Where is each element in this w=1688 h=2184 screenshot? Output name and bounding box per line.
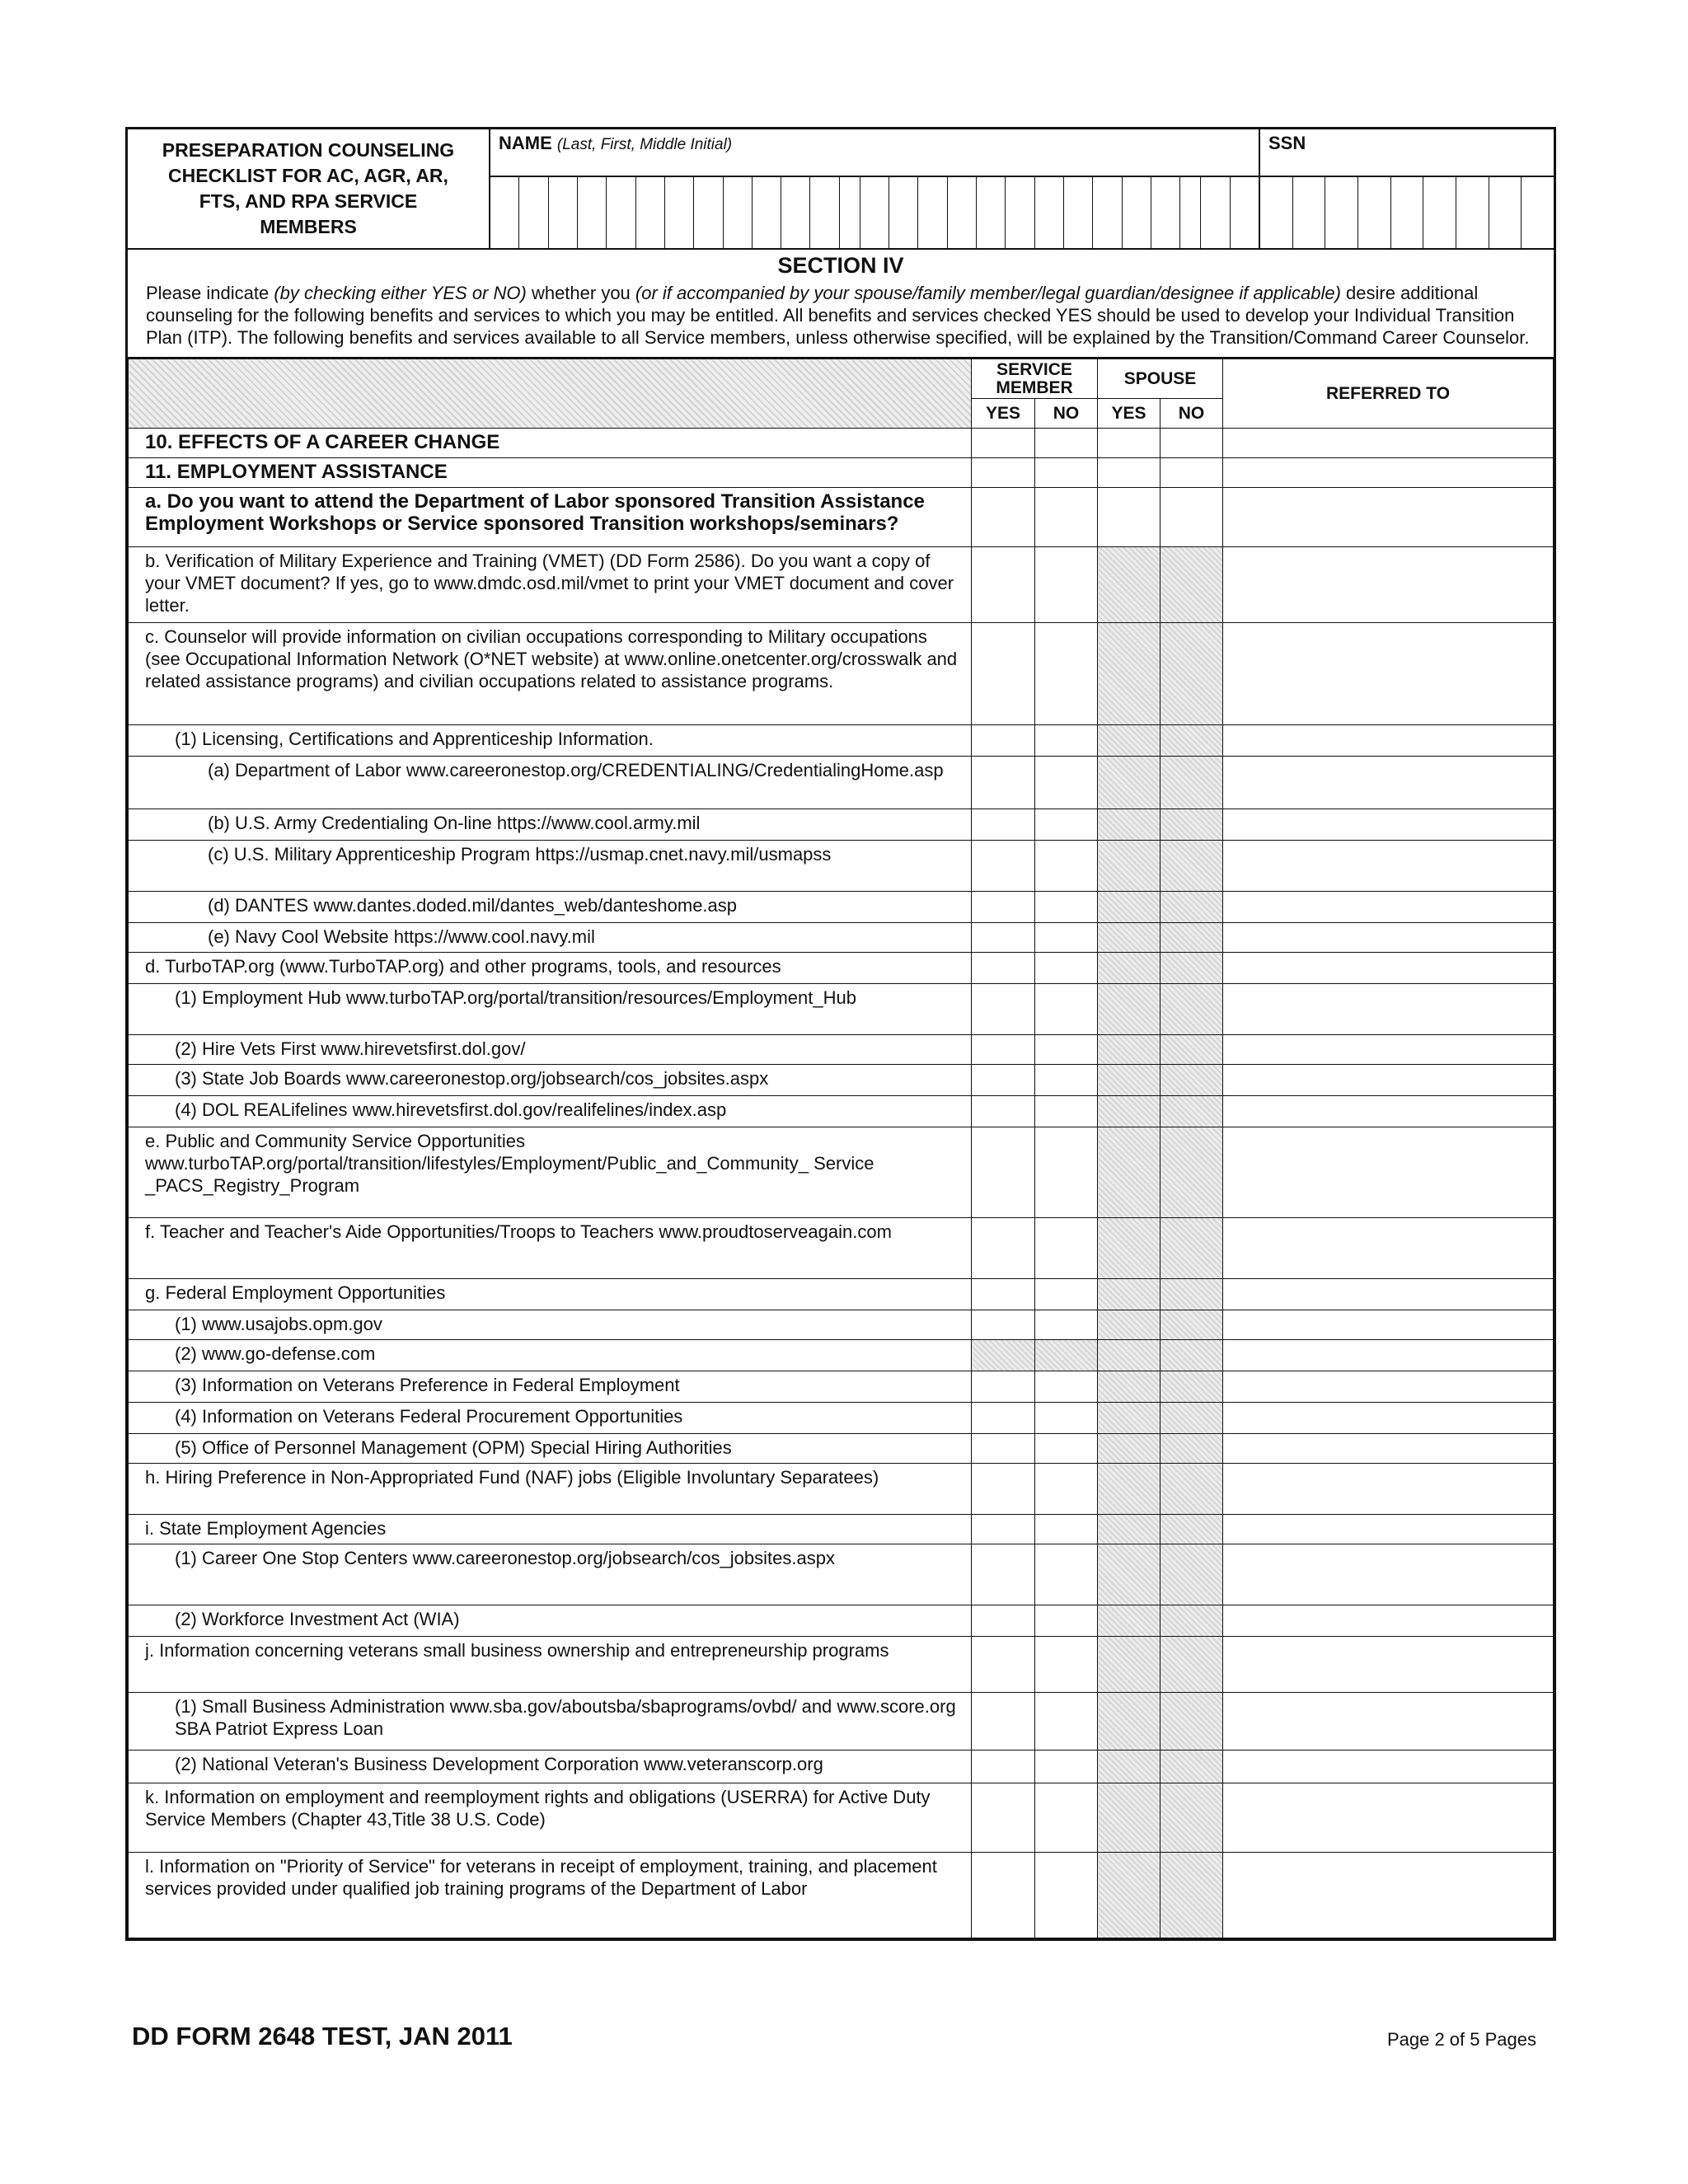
page-number: Page 2 of 5 Pages xyxy=(1386,2029,1536,2050)
service-member-no-box[interactable] xyxy=(1035,1371,1098,1403)
item-label: a. Do you want to attend the Department of Labor sponsored Transition Assistance Employment Workshops or Service sponsored Transition workshops/seminars? xyxy=(129,488,972,547)
table-row xyxy=(129,923,1554,953)
spouse-no-box xyxy=(1160,458,1223,488)
referred-to-field[interactable] xyxy=(1223,1371,1554,1403)
service-member-yes-box[interactable] xyxy=(972,892,1035,923)
item-label: g. Federal Employment Opportunities xyxy=(129,1279,972,1310)
service-member-no-box[interactable] xyxy=(1035,1464,1098,1515)
referred-to-field[interactable] xyxy=(1223,1853,1554,1938)
service-member-yes-box[interactable] xyxy=(972,953,1035,984)
service-member-yes-box[interactable] xyxy=(972,984,1035,1035)
item-label: (2) Hire Vets First www.hirevetsfirst.dol.gov/ xyxy=(129,1035,972,1065)
instructions: Please indicate (by checking either YES or NO) whether you (or if accompanied by your spouse/family member/legal guardian/designee if applicable) desire additional counseling for the following benefits and services to which you may be entitled. All benefits and services checked YES should be used to develop your Individual Transition Plan (ITP). The following benefits and services available to all Service members, unless otherwise specified, will be explained by the Transition/Command Career Counselor. xyxy=(128,279,1554,359)
spouse-yes-box xyxy=(1098,1515,1160,1544)
table-row xyxy=(129,1434,1554,1464)
service-member-no-box[interactable] xyxy=(1035,488,1098,547)
spouse-yes-box xyxy=(1098,458,1160,488)
spouse-no-box xyxy=(1160,953,1223,984)
item-label: (2) www.go-defense.com xyxy=(129,1340,972,1371)
service-member-yes-box[interactable] xyxy=(972,1403,1035,1434)
table-row xyxy=(129,1035,1554,1065)
yes-header: YES xyxy=(972,399,1035,429)
spouse-no-box xyxy=(1160,1127,1223,1218)
service-member-no-box[interactable] xyxy=(1035,1853,1098,1938)
spouse-no-box[interactable] xyxy=(1160,488,1223,547)
item-label: d. TurboTAP.org (www.TurboTAP.org) and other programs, tools, and resources xyxy=(129,953,972,984)
table-row xyxy=(129,1218,1554,1279)
item-label: (3) State Job Boards www.careeronestop.org/jobsearch/cos_jobsites.aspx xyxy=(129,1065,972,1096)
item-label: (1) Small Business Administration www.sba.gov/aboutsba/sbaprograms/ovbd/ and www.score.org SBA Patriot Express Loan xyxy=(129,1693,972,1750)
referred-to-field[interactable] xyxy=(1223,953,1554,984)
table-row xyxy=(129,1605,1554,1637)
spouse-no-box xyxy=(1160,841,1223,892)
service-member-yes-box[interactable] xyxy=(972,1853,1035,1938)
service-member-no-box[interactable] xyxy=(1035,1693,1098,1750)
table-row xyxy=(129,892,1554,923)
referred-to-field[interactable] xyxy=(1223,1693,1554,1750)
table-row xyxy=(129,1750,1554,1783)
form-title-line: CHECKLIST FOR AC, AGR, AR, xyxy=(168,165,448,186)
spouse-yes-box[interactable] xyxy=(1098,429,1160,458)
service-member-yes-box[interactable] xyxy=(972,1065,1035,1096)
item-label: (1) Employment Hub www.turboTAP.org/portal/transition/resources/Employment_Hub xyxy=(129,984,972,1035)
item-label: (d) DANTES www.dantes.doded.mil/dantes_web/danteshome.asp xyxy=(129,892,972,923)
referred-to-field[interactable] xyxy=(1223,623,1554,725)
item-label: (3) Information on Veterans Preference in Federal Employment xyxy=(129,1371,972,1403)
service-member-yes-box xyxy=(972,1340,1035,1371)
table-row xyxy=(129,757,1554,809)
spouse-yes-box[interactable] xyxy=(1098,488,1160,547)
referred-to-field[interactable] xyxy=(1223,1403,1554,1434)
item-label: (2) Workforce Investment Act (WIA) xyxy=(129,1605,972,1637)
spouse-no-box xyxy=(1160,1750,1223,1783)
referred-to-field[interactable] xyxy=(1223,1544,1554,1605)
service-member-no-box[interactable] xyxy=(1035,809,1098,841)
table-row xyxy=(129,1853,1554,1938)
item-label: (2) National Veteran's Business Development Corporation www.veteranscorp.org xyxy=(129,1750,972,1783)
spouse-yes-box xyxy=(1098,1127,1160,1218)
spouse-no-box xyxy=(1160,1340,1223,1371)
spouse-yes-box xyxy=(1098,1403,1160,1434)
referred-to-field[interactable] xyxy=(1223,1605,1554,1637)
service-member-no-box[interactable] xyxy=(1035,1403,1098,1434)
table-row xyxy=(129,488,1554,547)
item-label: (5) Office of Personnel Management (OPM) Special Hiring Authorities xyxy=(129,1434,972,1464)
spouse-yes-box xyxy=(1098,953,1160,984)
no-header: NO xyxy=(1035,399,1098,429)
spouse-yes-box xyxy=(1098,1096,1160,1127)
service-member-yes-box[interactable] xyxy=(972,547,1035,623)
spouse-yes-box xyxy=(1098,725,1160,757)
item-label: (1) www.usajobs.opm.gov xyxy=(129,1310,972,1340)
spouse-yes-box xyxy=(1098,1340,1160,1371)
table-row xyxy=(129,1693,1554,1750)
spouse-yes-box xyxy=(1098,1371,1160,1403)
service-member-no-box[interactable] xyxy=(1035,923,1098,953)
ssn-label: SSN xyxy=(1268,133,1306,153)
service-member-yes-box[interactable] xyxy=(972,1544,1035,1605)
service-member-yes-box[interactable] xyxy=(972,1279,1035,1310)
table-row xyxy=(129,1783,1554,1853)
item-label: (a) Department of Labor www.careeronestop.org/CREDENTIALING/CredentialingHome.asp xyxy=(129,757,972,809)
spouse-yes-box xyxy=(1098,1783,1160,1853)
service-member-no-box[interactable] xyxy=(1035,1750,1098,1783)
referred-to-field[interactable] xyxy=(1223,1515,1554,1544)
spouse-no-box xyxy=(1160,1310,1223,1340)
table-row xyxy=(129,1340,1554,1371)
spouse-yes-box xyxy=(1098,1750,1160,1783)
spouse-no-box xyxy=(1160,547,1223,623)
name-field[interactable] xyxy=(490,129,1260,248)
item-label: h. Hiring Preference in Non-Appropriated Fund (NAF) jobs (Eligible Involuntary Separatees) xyxy=(129,1464,972,1515)
spouse-yes-box xyxy=(1098,984,1160,1035)
item-label: i. State Employment Agencies xyxy=(129,1515,972,1544)
service-member-no-box[interactable] xyxy=(1035,1218,1098,1279)
service-member-yes-box[interactable] xyxy=(972,1096,1035,1127)
service-member-no-box[interactable] xyxy=(1035,547,1098,623)
ssn-char-boxes[interactable] xyxy=(1260,176,1554,248)
service-member-no-box[interactable] xyxy=(1035,953,1098,984)
spouse-yes-box xyxy=(1098,1065,1160,1096)
spouse-yes-box xyxy=(1098,1218,1160,1279)
form-title-line: FTS, AND RPA SERVICE xyxy=(199,190,418,212)
spouse-header: SPOUSE xyxy=(1098,359,1223,399)
referred-to-field[interactable] xyxy=(1223,1310,1554,1340)
table-row xyxy=(129,623,1554,725)
spouse-no-box xyxy=(1160,1035,1223,1065)
spouse-no-box xyxy=(1160,1544,1223,1605)
service-member-no-box[interactable] xyxy=(1035,984,1098,1035)
referred-to-field[interactable] xyxy=(1223,488,1554,547)
header-shaded-cell xyxy=(129,359,972,429)
referred-to-field[interactable] xyxy=(1223,1783,1554,1853)
spouse-yes-box xyxy=(1098,623,1160,725)
service-member-yes-box[interactable] xyxy=(972,1750,1035,1783)
table-row xyxy=(129,1310,1554,1340)
referred-to-field[interactable] xyxy=(1223,1340,1554,1371)
referred-to-field[interactable] xyxy=(1223,1065,1554,1096)
referred-to-field[interactable] xyxy=(1223,892,1554,923)
service-member-yes-box[interactable] xyxy=(972,923,1035,953)
service-member-header: SERVICE MEMBER xyxy=(972,359,1098,399)
service-member-no-box[interactable] xyxy=(1035,1310,1098,1340)
table-row xyxy=(129,1544,1554,1605)
table-row xyxy=(129,1127,1554,1218)
service-member-yes-box[interactable] xyxy=(972,809,1035,841)
service-member-no-box[interactable] xyxy=(1035,429,1098,458)
referred-to-field[interactable] xyxy=(1223,1637,1554,1693)
service-member-yes-box xyxy=(972,458,1035,488)
item-label: (c) U.S. Military Apprenticeship Program https://usmap.cnet.navy.mil/usmapss xyxy=(129,841,972,892)
spouse-yes-box xyxy=(1098,1464,1160,1515)
table-row xyxy=(129,547,1554,623)
referred-to-field[interactable] xyxy=(1223,1279,1554,1310)
yes-header: YES xyxy=(1098,399,1160,429)
service-member-yes-box[interactable] xyxy=(972,1637,1035,1693)
service-member-no-box[interactable] xyxy=(1035,1035,1098,1065)
service-member-no-box[interactable] xyxy=(1035,757,1098,809)
spouse-yes-box xyxy=(1098,1605,1160,1637)
item-label: c. Counselor will provide information on civilian occupations corresponding to Military occupations (see Occupational Information Network (O*NET website) at www.online.onetcenter.org/crosswalk and related assistance programs) and civilian occupations related to assistance programs. xyxy=(129,623,972,725)
table-row xyxy=(129,809,1554,841)
service-member-no-box[interactable] xyxy=(1035,1544,1098,1605)
spouse-no-box xyxy=(1160,1434,1223,1464)
item-label: e. Public and Community Service Opportunities www.turboTAP.org/portal/transition/lifestyles/Employment/Public_and_Community_ Service _PACS_Registry_Program xyxy=(129,1127,972,1218)
spouse-no-box xyxy=(1160,1853,1223,1938)
service-member-no-box[interactable] xyxy=(1035,892,1098,923)
service-member-yes-box[interactable] xyxy=(972,1434,1035,1464)
spouse-no-box xyxy=(1160,1783,1223,1853)
spouse-no-box xyxy=(1160,1218,1223,1279)
referred-to-field xyxy=(1223,458,1554,488)
referred-to-field[interactable] xyxy=(1223,984,1554,1035)
benefits-table xyxy=(128,359,1554,1938)
service-member-yes-box[interactable] xyxy=(972,1515,1035,1544)
service-member-no-box[interactable] xyxy=(1035,1065,1098,1096)
service-member-no-box[interactable] xyxy=(1035,1605,1098,1637)
service-member-yes-box[interactable] xyxy=(972,841,1035,892)
referred-to-field[interactable] xyxy=(1223,1096,1554,1127)
service-member-no-box[interactable] xyxy=(1035,1637,1098,1693)
form-title-line: PRESEPARATION COUNSELING xyxy=(162,139,455,161)
name-char-boxes[interactable] xyxy=(490,176,1259,248)
service-member-no-box xyxy=(1035,458,1098,488)
ssn-field[interactable] xyxy=(1260,129,1554,248)
item-label: 11. EMPLOYMENT ASSISTANCE xyxy=(129,458,972,488)
form-number: DD FORM 2648 TEST, JAN 2011 xyxy=(132,2022,513,2050)
spouse-yes-box xyxy=(1098,1853,1160,1938)
service-member-no-box[interactable] xyxy=(1035,1515,1098,1544)
item-label: l. Information on "Priority of Service" for veterans in receipt of employment, training, and placement services provided under qualified job training programs of the Department of Labor xyxy=(129,1853,972,1938)
spouse-yes-box xyxy=(1098,892,1160,923)
service-member-yes-box[interactable] xyxy=(972,725,1035,757)
referred-to-field[interactable] xyxy=(1223,809,1554,841)
spouse-yes-box xyxy=(1098,1544,1160,1605)
table-row xyxy=(129,1371,1554,1403)
item-label: k. Information on employment and reemployment rights and obligations (USERRA) for Active Duty Service Members (Chapter 43,Title 38 U.S. Code) xyxy=(129,1783,972,1853)
service-member-yes-box[interactable] xyxy=(972,488,1035,547)
spouse-no-box xyxy=(1160,1605,1223,1637)
table-row xyxy=(129,1637,1554,1693)
no-header: NO xyxy=(1160,399,1223,429)
spouse-yes-box xyxy=(1098,1693,1160,1750)
spouse-no-box xyxy=(1160,923,1223,953)
table-row xyxy=(129,725,1554,757)
table-row xyxy=(129,1515,1554,1544)
referred-to-field[interactable] xyxy=(1223,429,1554,458)
spouse-yes-box xyxy=(1098,1035,1160,1065)
spouse-yes-box xyxy=(1098,841,1160,892)
spouse-no-box xyxy=(1160,809,1223,841)
spouse-yes-box xyxy=(1098,757,1160,809)
referred-to-field[interactable] xyxy=(1223,1434,1554,1464)
table-row xyxy=(129,429,1554,458)
form-header xyxy=(128,129,1554,250)
spouse-no-box xyxy=(1160,1464,1223,1515)
service-member-yes-box[interactable] xyxy=(972,429,1035,458)
spouse-no-box xyxy=(1160,892,1223,923)
service-member-yes-box[interactable] xyxy=(972,1218,1035,1279)
service-member-no-box[interactable] xyxy=(1035,1127,1098,1218)
item-label: (b) U.S. Army Credentialing On-line https://www.cool.army.mil xyxy=(129,809,972,841)
spouse-yes-box xyxy=(1098,1310,1160,1340)
item-label: (1) Licensing, Certifications and Apprenticeship Information. xyxy=(129,725,972,757)
spouse-no-box[interactable] xyxy=(1160,429,1223,458)
service-member-no-box[interactable] xyxy=(1035,1783,1098,1853)
name-label: NAME (Last, First, Middle Initial) xyxy=(499,133,733,153)
table-row xyxy=(129,841,1554,892)
service-member-yes-box[interactable] xyxy=(972,1035,1035,1065)
form-title-line: MEMBERS xyxy=(260,216,357,237)
spouse-no-box xyxy=(1160,757,1223,809)
service-member-yes-box[interactable] xyxy=(972,757,1035,809)
item-label: 10. EFFECTS OF A CAREER CHANGE xyxy=(129,429,972,458)
spouse-yes-box xyxy=(1098,1637,1160,1693)
spouse-yes-box xyxy=(1098,1434,1160,1464)
referred-to-field[interactable] xyxy=(1223,1464,1554,1515)
service-member-yes-box[interactable] xyxy=(972,1693,1035,1750)
table-row xyxy=(129,1096,1554,1127)
referred-to-field[interactable] xyxy=(1223,757,1554,809)
referred-to-field[interactable] xyxy=(1223,1750,1554,1783)
spouse-yes-box xyxy=(1098,1279,1160,1310)
service-member-yes-box[interactable] xyxy=(972,1127,1035,1218)
service-member-no-box[interactable] xyxy=(1035,725,1098,757)
spouse-no-box xyxy=(1160,1403,1223,1434)
item-label: j. Information concerning veterans small business ownership and entrepreneurship programs xyxy=(129,1637,972,1693)
spouse-no-box xyxy=(1160,1096,1223,1127)
table-row xyxy=(129,1065,1554,1096)
spouse-no-box xyxy=(1160,1371,1223,1403)
spouse-yes-box xyxy=(1098,809,1160,841)
referred-to-field[interactable] xyxy=(1223,1218,1554,1279)
item-label: (4) DOL REALifelines www.hirevetsfirst.dol.gov/realifelines/index.asp xyxy=(129,1096,972,1127)
spouse-no-box xyxy=(1160,725,1223,757)
checklist-form xyxy=(125,127,1556,1941)
spouse-yes-box xyxy=(1098,547,1160,623)
spouse-no-box xyxy=(1160,1279,1223,1310)
table-row xyxy=(129,1403,1554,1434)
spouse-no-box xyxy=(1160,1065,1223,1096)
service-member-yes-box[interactable] xyxy=(972,623,1035,725)
table-row xyxy=(129,984,1554,1035)
service-member-yes-box[interactable] xyxy=(972,1605,1035,1637)
referred-to-field[interactable] xyxy=(1223,1127,1554,1218)
item-label: b. Verification of Military Experience and Training (VMET) (DD Form 2586). Do you want a copy of your VMET document? If yes, go to www.dmdc.osd.mil/vmet to print your VMET document and cover letter. xyxy=(129,547,972,623)
table-row xyxy=(129,458,1554,488)
table-row xyxy=(129,1279,1554,1310)
name-hint: (Last, First, Middle Initial) xyxy=(556,136,733,153)
item-label: (4) Information on Veterans Federal Procurement Opportunities xyxy=(129,1403,972,1434)
service-member-yes-box[interactable] xyxy=(972,1310,1035,1340)
table-row xyxy=(129,953,1554,984)
item-label: f. Teacher and Teacher's Aide Opportunities/Troops to Teachers www.proudtoserveagain.com xyxy=(129,1218,972,1279)
spouse-no-box xyxy=(1160,1515,1223,1544)
service-member-no-box xyxy=(1035,1340,1098,1371)
referred-to-field[interactable] xyxy=(1223,725,1554,757)
service-member-no-box[interactable] xyxy=(1035,623,1098,725)
service-member-no-box[interactable] xyxy=(1035,1279,1098,1310)
item-label: (1) Career One Stop Centers www.careeronestop.org/jobsearch/cos_jobsites.aspx xyxy=(129,1544,972,1605)
referred-to-field[interactable] xyxy=(1223,1035,1554,1065)
spouse-no-box xyxy=(1160,984,1223,1035)
referred-to-header: REFERRED TO xyxy=(1223,359,1554,429)
service-member-no-box[interactable] xyxy=(1035,841,1098,892)
service-member-no-box[interactable] xyxy=(1035,1096,1098,1127)
service-member-yes-box[interactable] xyxy=(972,1464,1035,1515)
referred-to-field[interactable] xyxy=(1223,923,1554,953)
service-member-yes-box[interactable] xyxy=(972,1371,1035,1403)
spouse-no-box xyxy=(1160,1637,1223,1693)
service-member-no-box[interactable] xyxy=(1035,1434,1098,1464)
section-title: SECTION IV xyxy=(777,253,904,278)
item-label: (e) Navy Cool Website https://www.cool.navy.mil xyxy=(129,923,972,953)
form-title xyxy=(128,129,490,248)
spouse-no-box xyxy=(1160,623,1223,725)
table-row xyxy=(129,1464,1554,1515)
service-member-yes-box[interactable] xyxy=(972,1783,1035,1853)
referred-to-field[interactable] xyxy=(1223,547,1554,623)
spouse-no-box xyxy=(1160,1693,1223,1750)
spouse-yes-box xyxy=(1098,923,1160,953)
referred-to-field[interactable] xyxy=(1223,841,1554,892)
